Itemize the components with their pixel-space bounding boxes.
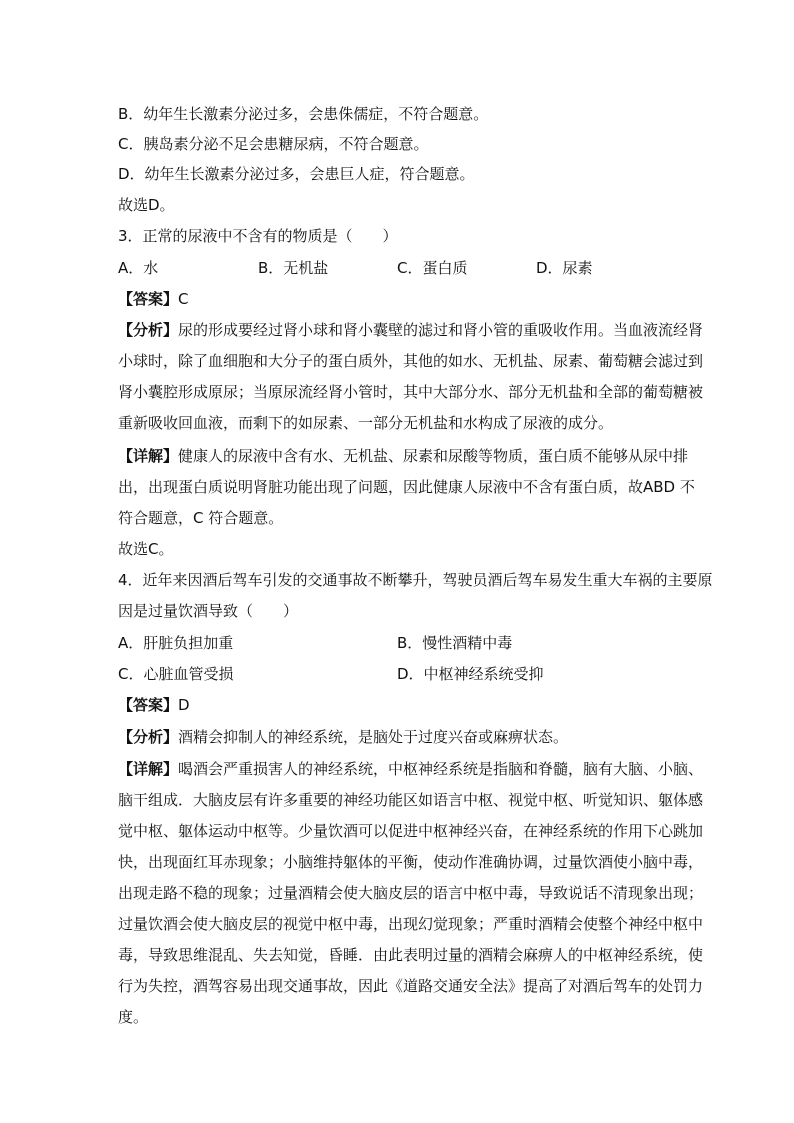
q4-detail-line-9: 度。 xyxy=(118,1008,149,1026)
q4-detail-line-4: 快，出现面红耳赤现象；小脑维持躯体的平衡，使动作准确协调，过量饮酒使小脑中毒， xyxy=(118,853,704,871)
q3-detail-text-1: 健康人的尿液中含有水、无机盐、尿素和尿酸等物质，蛋白质不能够从尿中排 xyxy=(178,447,689,465)
q3-analysis-tag: 【分析】 xyxy=(118,321,179,339)
q4-detail-line-7: 毒，导致思维混乱、失去知觉，昏睡．由此表明过量的酒精会麻痹人的中枢神经系统，使 xyxy=(118,946,704,964)
q3-option-a: A．水 xyxy=(118,259,159,277)
q4-detail-line-1 xyxy=(118,759,703,779)
q3-analysis-line-1 xyxy=(118,320,703,340)
q4-stem-line-2: 因是过量饮酒导致（ ） xyxy=(118,602,299,620)
q4-answer-tag: 【答案】 xyxy=(118,696,179,714)
q4-detail-line-6: 过量饮酒会使大脑皮层的视觉中枢中毒，出现幻觉现象；严重时酒精会使整个神经中枢中 xyxy=(118,915,704,933)
prev-option-c: C．胰岛素分泌不足会患糖尿病，不符合题意。 xyxy=(118,135,429,153)
q4-detail-tag: 【详解】 xyxy=(118,760,179,778)
q3-option-b: B．无机盐 xyxy=(258,259,329,277)
q4-stem-line-1: 4．近年来因酒后驾车引发的交通事故不断攀升，驾驶员酒后驾车易发生重大车祸的主要原 xyxy=(118,571,713,589)
q4-option-c: C．心脏血管受损 xyxy=(118,665,234,683)
q3-detail-line-2: 出，出现蛋白质说明肾脏功能出现了问题，因此健康人尿液中不含有蛋白质，故ABD 不 xyxy=(118,478,695,496)
q3-detail-line-3: 符合题意，C 符合题意。 xyxy=(118,509,284,527)
q4-analysis-tag: 【分析】 xyxy=(118,728,179,746)
q3-answer-tag: 【答案】 xyxy=(118,290,179,308)
q4-detail-line-3: 觉中枢、躯体运动中枢等。少量饮酒可以促进中枢神经兴奋，在神经系统的作用下心跳加 xyxy=(118,822,704,840)
q3-analysis-line-2: 小球时，除了血细胞和大分子的蛋白质外，其他的如水、无机盐、尿素、葡萄糖会滤过到 xyxy=(118,352,704,370)
q3-option-d: D．尿素 xyxy=(536,259,593,277)
prev-conclusion: 故选D。 xyxy=(118,196,175,214)
q3-analysis-line-4: 重新吸收回血液，而剩下的如尿素、一部分无机盐和水构成了尿液的成分。 xyxy=(118,414,614,432)
prev-option-b: B．幼年生长激素分泌过多，会患侏儒症，不符合题意。 xyxy=(118,105,489,123)
q3-conclusion: 故选C。 xyxy=(118,540,174,558)
q3-detail-line-1 xyxy=(118,446,688,466)
q4-option-b: B．慢性酒精中毒 xyxy=(397,634,513,652)
q4-answer xyxy=(118,695,190,715)
q4-detail-line-2: 脑干组成．大脑皮层有许多重要的神经功能区如语言中枢、视觉中枢、听觉知识、躯体感 xyxy=(118,791,704,809)
q4-option-d: D．中枢神经系统受抑 xyxy=(397,665,544,683)
q4-detail-line-8: 行为失控，酒驾容易出现交通事故，因此《道路交通安全法》提高了对酒后驾车的处罚力 xyxy=(118,977,704,995)
q3-answer xyxy=(118,289,189,309)
q3-answer-value: C xyxy=(178,290,189,308)
q4-option-a: A．肝脏负担加重 xyxy=(118,634,234,652)
q4-detail-text-1: 喝酒会严重损害人的神经系统，中枢神经系统是指脑和脊髓，脑有大脑、小脑、 xyxy=(178,760,704,778)
q4-analysis-line-1 xyxy=(118,727,568,747)
q3-analysis-text-1: 尿的形成要经过肾小球和肾小囊壁的滤过和肾小管的重吸收作用。当血液流经肾 xyxy=(178,321,704,339)
prev-option-d: D．幼年生长激素分泌过多，会患巨人症，符合题意。 xyxy=(118,165,475,183)
q4-detail-line-5: 出现走路不稳的现象；过量酒精会使大脑皮层的语言中枢中毒，导致说话不清现象出现； xyxy=(118,884,704,902)
q3-analysis-line-3: 肾小囊腔形成原尿；当原尿流经肾小管时，其中大部分水、部分无机盐和全部的葡萄糖被 xyxy=(118,383,704,401)
q4-answer-value: D xyxy=(178,696,190,714)
q4-analysis-text-1: 酒精会抑制人的神经系统，是脑处于过度兴奋或麻痹状态。 xyxy=(178,728,569,746)
q3-stem: 3．正常的尿液中不含有的物质是（ ） xyxy=(118,227,398,245)
q3-option-c: C．蛋白质 xyxy=(397,259,468,277)
q3-detail-tag: 【详解】 xyxy=(118,447,179,465)
